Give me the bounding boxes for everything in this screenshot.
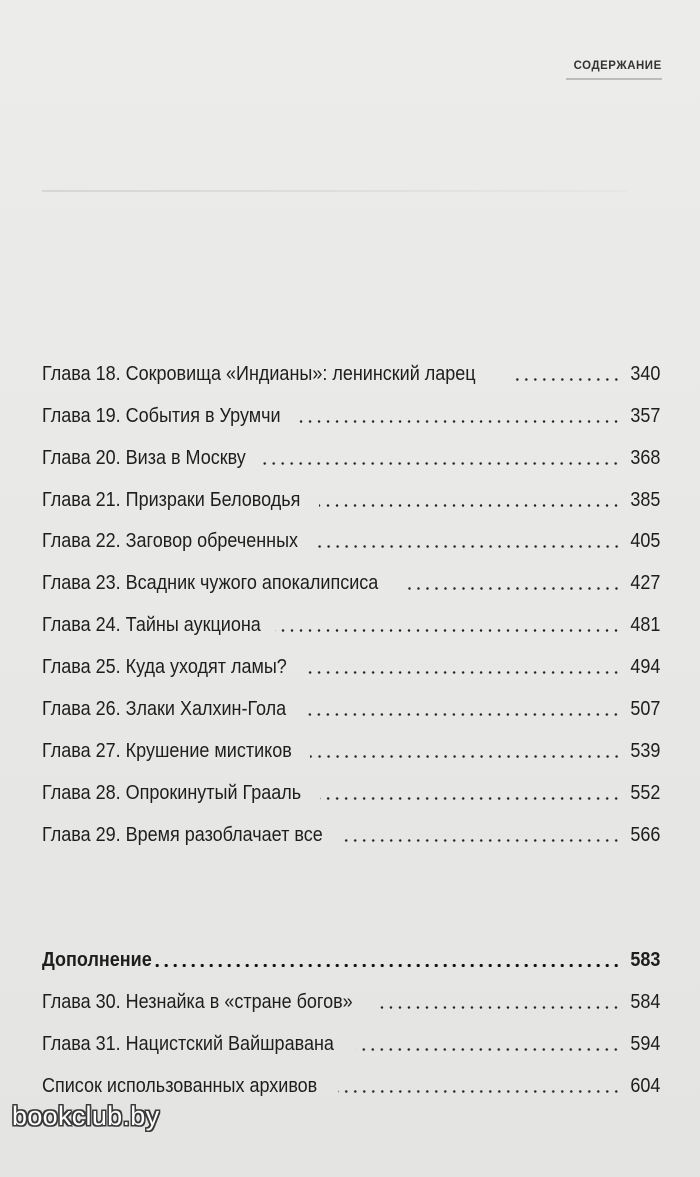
dot-leader (275, 629, 621, 632)
toc-entry-page: 494 (629, 656, 660, 679)
dot-leader (406, 587, 621, 590)
toc-entry-page: 405 (629, 530, 660, 553)
show-through-rule (42, 190, 627, 192)
toc-entry-page: 552 (629, 781, 660, 804)
toc-entry-title: Глава 31. Нацистский Вайшравана (42, 1032, 334, 1055)
toc-entry-title: Глава 22. Заговор обреченных (42, 530, 299, 553)
toc-entry[interactable] (42, 512, 660, 554)
toc-entry[interactable] (42, 763, 660, 805)
toc-entry-page: 584 (629, 990, 660, 1013)
toc-entry-page: 566 (629, 823, 660, 846)
dot-leader (297, 420, 621, 423)
toc-entry-page: 385 (629, 488, 660, 511)
toc-entry-title: Глава 21. Призраки Беловодья (42, 488, 301, 511)
dot-leader (154, 964, 621, 967)
toc-entry[interactable] (42, 344, 660, 386)
toc-entry-title: Дополнение (42, 948, 152, 971)
dot-leader (514, 378, 621, 381)
toc-entry-page: 583 (629, 948, 660, 971)
toc-entry[interactable] (42, 1014, 660, 1056)
toc-entry-title: Список использованных архивов (42, 1074, 318, 1097)
toc-entry[interactable] (42, 721, 660, 763)
dot-leader (344, 839, 621, 842)
toc-entry-page: 340 (629, 362, 660, 385)
toc-main-list (42, 344, 660, 847)
dot-leader (377, 1006, 620, 1009)
toc-entry-page: 357 (629, 404, 660, 427)
toc-entry-title: Глава 23. Всадник чужого апокалипсиса (42, 572, 379, 595)
toc-entry[interactable] (42, 805, 660, 847)
running-header: СОДЕРЖАНИЕ (573, 58, 662, 72)
toc-entry[interactable] (42, 595, 660, 637)
toc-entry[interactable] (42, 637, 660, 679)
toc-entry-title: Глава 19. События в Урумчи (42, 404, 281, 427)
toc-entry-title: Глава 25. Куда уходят ламы? (42, 656, 287, 679)
toc-entry-page: 539 (629, 739, 660, 762)
toc-entry-title: Глава 28. Опрокинутый Грааль (42, 781, 302, 804)
toc-entry-title: Глава 30. Незнайка в «стране богов» (42, 990, 353, 1013)
toc-appendix-list (42, 930, 660, 1098)
toc-entry-page: 594 (629, 1032, 660, 1055)
toc-entry[interactable] (42, 553, 660, 595)
toc-entry[interactable] (42, 386, 660, 428)
toc-section-heading[interactable] (42, 930, 660, 972)
dot-leader (317, 545, 621, 548)
toc-entry-title: Глава 24. Тайны аукциона (42, 614, 261, 637)
dot-leader (310, 755, 621, 758)
dot-leader (319, 504, 621, 507)
toc-entry[interactable] (42, 1056, 660, 1098)
dot-leader (320, 797, 621, 800)
toc-entry-title: Глава 29. Время разоблачает все (42, 823, 323, 846)
toc-entry-page: 368 (629, 446, 660, 469)
toc-entry[interactable] (42, 428, 660, 470)
toc-entry[interactable] (42, 470, 660, 512)
dot-leader (338, 1090, 621, 1093)
toc-entry[interactable] (42, 679, 660, 721)
toc-entry-title: Глава 18. Сокровища «Индианы»: ленинский ларец (42, 362, 476, 385)
toc-entry-title: Глава 20. Виза в Москву (42, 446, 246, 469)
toc-entry-page: 481 (629, 614, 660, 637)
running-header-rule (566, 78, 662, 80)
dot-leader (356, 1048, 620, 1051)
site-watermark: bookclub.by (12, 1101, 160, 1131)
toc-entry-page: 604 (629, 1074, 660, 1097)
toc-entry-page: 427 (629, 572, 660, 595)
toc-entry-title: Глава 27. Крушение мистиков (42, 739, 292, 762)
toc-entry-title: Глава 26. Злаки Халхин-Гола (42, 698, 287, 721)
toc-entry-page: 507 (629, 698, 660, 721)
toc-entry[interactable] (42, 972, 660, 1014)
dot-leader (303, 713, 620, 716)
dot-leader (304, 671, 621, 674)
dot-leader (258, 462, 620, 465)
